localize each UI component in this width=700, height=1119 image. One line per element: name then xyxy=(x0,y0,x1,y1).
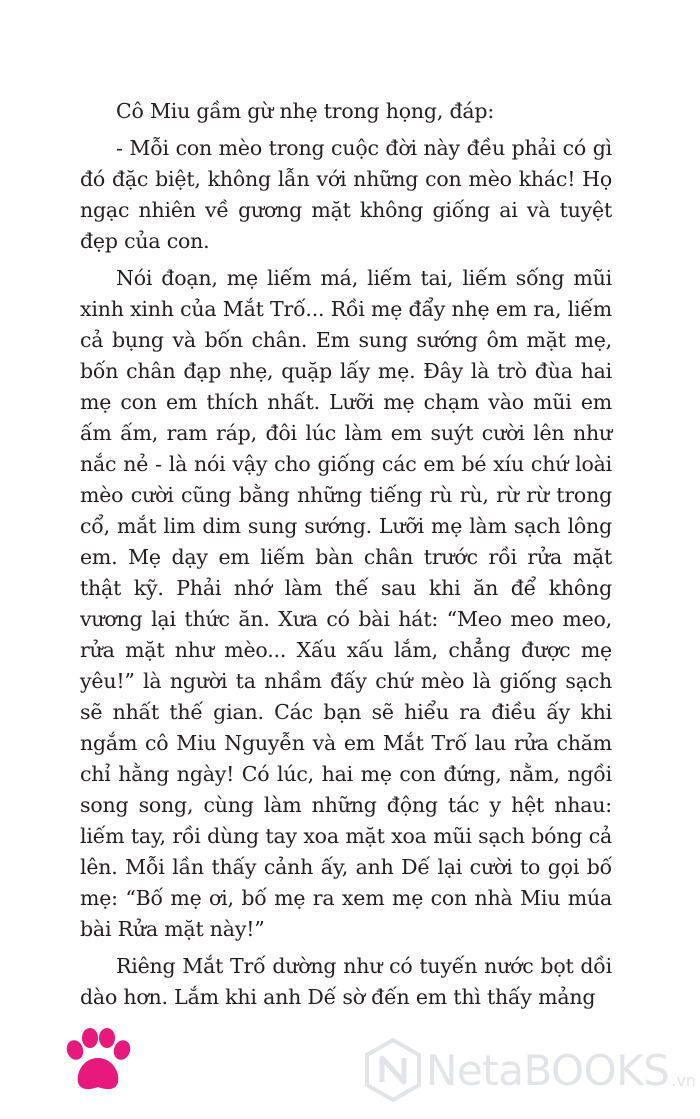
paw-print-icon xyxy=(62,1028,134,1094)
watermark-suffix: .vn xyxy=(671,1071,697,1090)
page-body xyxy=(80,96,612,1013)
paragraph-2: - Mỗi con mèo trong cuộc đời này đều phải có gì đó đặc biệt, không lẫn với những con mèo khác! Họ ngạc nhiên về gương mặt không giống ai và tuyệt đẹp của con. xyxy=(80,136,612,253)
paragraph-3: Nói đoạn, mẹ liếm má, liếm tai, liếm sống mũi xinh xinh của Mắt Trố... Rồi mẹ đẩy nhẹ em ra, liếm cả bụng và bốn chân. Em sung sướng ôm mặt mẹ, bốn chân đạp nhẹ, quặp lấy mẹ. Đây là trò đùa hai mẹ con em thích nhất. Lưỡi mẹ chạm vào mũi em ấm ấm, ram ráp, đôi lúc làm em suýt cười lên như nắc nẻ - là nói vậy cho giống các em bé xíu chứ loài mèo cười cũng bằng những tiếng rù rù, rừ rừ trong cổ, mắt lim dim sung sướng. Lưỡi mẹ làm sạch lông em. Mẹ dạy em liếm bàn chân trước rồi rửa mặt thật kỹ. Phải nhớ làm thế sau khi ăn để không vương lại thức ăn. Xưa có bài hát: “Meo meo meo, rửa mặt như mèo... Xấu xấu lắm, chẳng được mẹ yêu!” là người ta nhầm đấy chứ mèo là giống sạch sẽ nhất thế gian. Các bạn sẽ hiểu ra điều ấy khi ngắm cô Miu Nguyễn và em Mắt Trố lau rửa chăm chỉ hằng ngày! Có lúc, hai mẹ con đứng, nằm, ngồi song song, cùng làm những động tác y hệt nhau: liếm tay, rồi dùng tay xoa mặt xoa mũi sạch bóng cả lên. Mỗi lần thấy cảnh ấy, anh Dế lại cười to gọi bố mẹ: “Bố mẹ ơi, bố mẹ ra xem mẹ con nhà Miu múa bài Rửa mặt này!” xyxy=(80,266,612,941)
paragraph-1: Cô Miu gầm gừ nhẹ trong họng, đáp: xyxy=(116,99,495,123)
watermark xyxy=(364,1034,696,1106)
watermark-brand: NetaBOOKS xyxy=(426,1045,670,1095)
netabooks-logo-icon xyxy=(364,1038,422,1102)
paragraph-4: Riêng Mắt Trố dường như có tuyến nước bọt dồi dào hơn. Lắm khi anh Dế sờ đến em thì thấy mảng xyxy=(80,954,612,1009)
